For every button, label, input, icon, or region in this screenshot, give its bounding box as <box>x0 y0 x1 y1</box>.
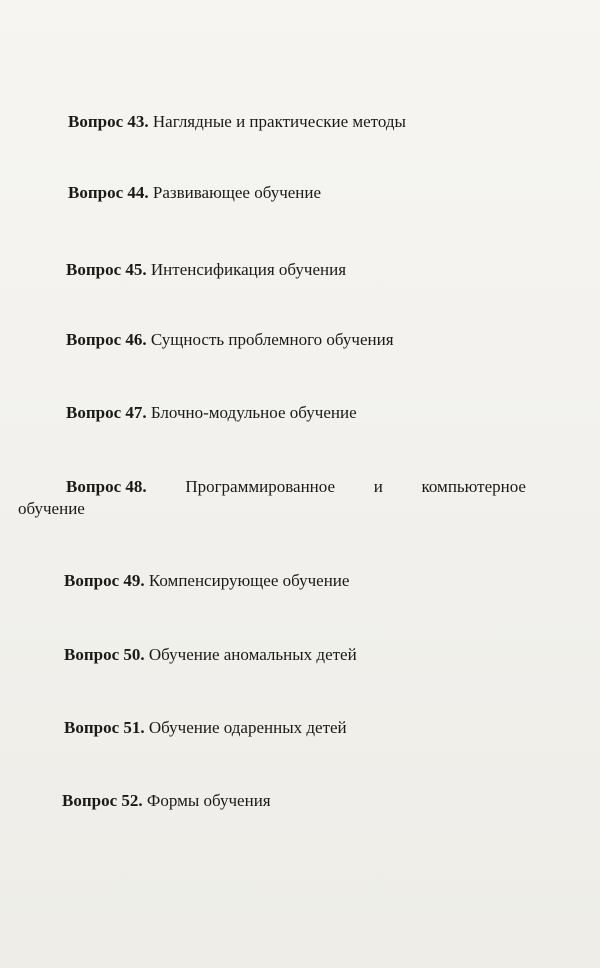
question-label: Вопрос 46. <box>66 330 147 349</box>
question-title-part2: и <box>373 477 383 496</box>
question-label: Вопрос 47. <box>66 403 147 422</box>
question-title: Обучение одаренных детей <box>148 718 347 737</box>
question-title: Сущность проблемного обучения <box>150 330 394 349</box>
question-title: Обучение аномальных детей <box>148 645 357 664</box>
question-44 <box>68 182 321 204</box>
question-label: Вопрос 50. <box>64 645 145 664</box>
question-50 <box>64 644 357 666</box>
question-label: Вопрос 52. <box>62 791 143 810</box>
question-title: Наглядные и практические методы <box>152 112 406 131</box>
question-49 <box>64 570 349 592</box>
question-label: Вопрос 49. <box>64 571 145 590</box>
question-52 <box>62 790 271 812</box>
question-label: Вопрос 51. <box>64 718 145 737</box>
question-title: Интенсификация обучения <box>150 260 347 279</box>
question-title: Компенсирующее обучение <box>148 571 350 590</box>
question-43 <box>68 111 406 133</box>
question-label: Вопрос 44. <box>68 183 149 202</box>
question-title: Формы обучения <box>146 791 271 810</box>
question-51 <box>64 717 347 739</box>
question-title: Блочно-модульное обучение <box>150 403 357 422</box>
question-title: Развивающее обучение <box>152 183 322 202</box>
question-47 <box>66 402 357 424</box>
question-title-part1: Программированное <box>185 477 336 496</box>
question-label: Вопрос 48. <box>66 477 147 496</box>
question-45 <box>66 259 346 281</box>
question-48 <box>18 476 526 520</box>
question-46 <box>66 329 394 351</box>
question-label: Вопрос 43. <box>68 112 149 131</box>
question-label: Вопрос 45. <box>66 260 147 279</box>
question-title-line2: обучение <box>18 499 85 518</box>
question-title-part3: компьютерное <box>421 477 526 496</box>
